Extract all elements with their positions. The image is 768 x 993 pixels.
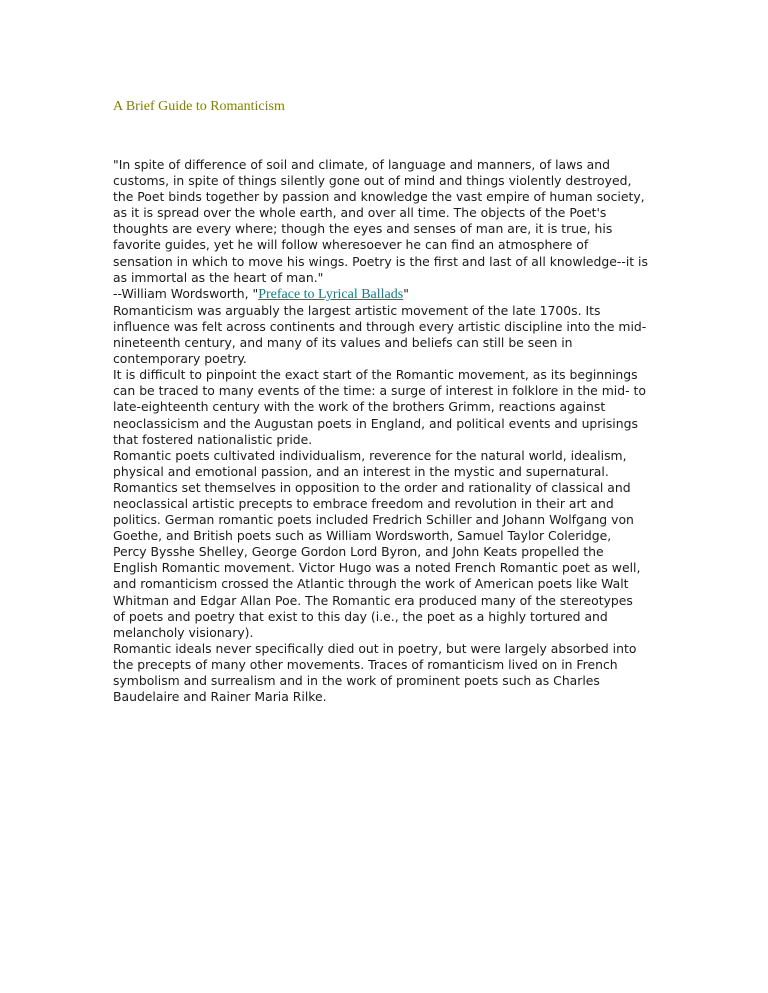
- paragraph-legacy: Romantic ideals never specifically died out in poetry, but were largely absorbed into the precepts of many other movements. Traces of romanticism lived on in French symbolism and surrealism and in the work of prominent poets such as Charles Baudelaire and Rainer Maria Rilke.: [113, 640, 637, 705]
- epigraph-attribution: [113, 286, 648, 303]
- paragraph-characteristics: Romantic poets cultivated individualism, reverence for the natural world, idealism, physical and emotional passion, and an interest in the mystic and supernatural. Romantics set themselves in opposition to the order and rationality of classical and neoclassical artistic precepts to embrace freedom and revolution in their art and politics. German romantic poets included Fredrich Schiller and Johann Wolfgang von Goethe, and British poets such as William Wordsworth, Samuel Taylor Coleridge, Percy Bysshe Shelley, George Gordon Lord Byron, and John Keats propelled the English Romantic movement. Victor Hugo was a noted French Romantic poet as well, and romanticism crossed the Atlantic through the work of American poets like Walt Whitman and Edgar Allan Poe. The Romantic era produced many of the stereotypes of poets and poetry that exist to this day (i.e., the poet as a highly tortured and melancholy visionary).: [113, 447, 641, 640]
- document-body: [113, 157, 648, 705]
- paragraph-intro: Romanticism was arguably the largest artistic movement of the late 1700s. Its influence was felt across continents and through every artistic discipline into the mid-nineteenth century, and many of its values and beliefs can still be seen in contemporary poetry.: [113, 302, 647, 367]
- preface-link[interactable]: Preface to Lyrical Ballads: [258, 286, 404, 302]
- page-title: A Brief Guide to Romanticism: [113, 99, 285, 114]
- attribution-prefix: --William Wordsworth, ": [113, 285, 259, 301]
- attribution-suffix: ": [403, 285, 409, 301]
- paragraph-origins: It is difficult to pinpoint the exact start of the Romantic movement, as its beginnings can be traced to many events of the time: a surge of interest in folklore in the mid- to late-eighteenth century with the work of the brothers Grimm, reactions against neoclassicism and the Augustan poets in England, and political events and uprisings that fostered nationalistic pride.: [113, 367, 646, 447]
- epigraph-quote: "In spite of difference of soil and climate, of language and manners, of laws and customs, in spite of things silently gone out of mind and things violently destroyed, the Poet binds together by passion and knowledge the vast empire of human society, as it is spread over the whole earth, and over all time. The objects of the Poet's thoughts are every where; though the eyes and senses of man are, it is true, his favorite guides, yet he will follow wheresoever he can find an atmosphere of sensation in which to move his wings. Poetry is the first and last of all knowledge--it is as immortal as the heart of man.": [113, 157, 648, 285]
